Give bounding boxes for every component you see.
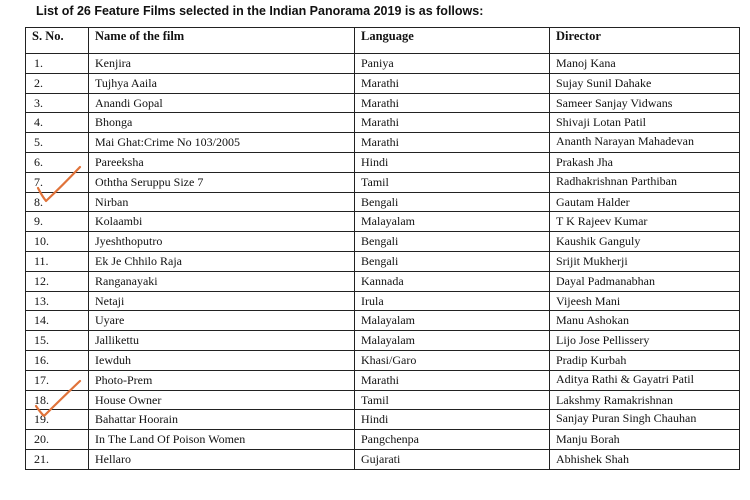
cell-sno: 13. (26, 291, 89, 311)
table-row (26, 449, 740, 469)
table-row (26, 311, 740, 331)
cell-director: Prakash Jha (550, 152, 740, 172)
cell-language: Bengali (355, 192, 550, 212)
cell-name: Nirban (89, 192, 355, 212)
column-header-language: Language (355, 28, 550, 54)
cell-language: Malayalam (355, 331, 550, 351)
cell-name: Kenjira (89, 54, 355, 74)
table-row (26, 212, 740, 232)
cell-name: Kolaambi (89, 212, 355, 232)
table-row (26, 152, 740, 172)
cell-sno: 12. (26, 271, 89, 291)
cell-sno: 10. (26, 232, 89, 252)
cell-language: Malayalam (355, 311, 550, 331)
cell-director: Manoj Kana (550, 54, 740, 74)
cell-name: Photo-Prem (89, 370, 355, 390)
cell-language: Marathi (355, 370, 550, 390)
cell-language: Marathi (355, 113, 550, 133)
cell-director: Sanjay Puran Singh Chauhan (550, 410, 740, 430)
cell-name: Jyeshthoputro (89, 232, 355, 252)
cell-sno: 18. (26, 390, 89, 410)
cell-sno: 7. (26, 172, 89, 192)
cell-language: Kannada (355, 271, 550, 291)
table-row (26, 172, 740, 192)
cell-director: Lakshmy Ramakrishnan (550, 390, 740, 410)
cell-sno: 5. (26, 133, 89, 153)
cell-director: Radhakrishnan Parthiban (550, 172, 740, 192)
cell-sno: 4. (26, 113, 89, 133)
table-row (26, 93, 740, 113)
table-row (26, 192, 740, 212)
table-row (26, 54, 740, 74)
cell-language: Khasi/Garo (355, 350, 550, 370)
cell-language: Bengali (355, 232, 550, 252)
cell-sno: 6. (26, 152, 89, 172)
table-row (26, 113, 740, 133)
page-heading: List of 26 Feature Films selected in the Indian Panorama 2019 is as follows: (36, 4, 484, 18)
cell-language: Marathi (355, 93, 550, 113)
cell-language: Paniya (355, 54, 550, 74)
cell-name: Uyare (89, 311, 355, 331)
cell-director: Manju Borah (550, 430, 740, 450)
table-row (26, 291, 740, 311)
cell-name: Bahattar Hoorain (89, 410, 355, 430)
cell-name: Bhonga (89, 113, 355, 133)
cell-director: Sameer Sanjay Vidwans (550, 93, 740, 113)
column-header-director: Director (550, 28, 740, 54)
cell-director: Pradip Kurbah (550, 350, 740, 370)
cell-name: Iewduh (89, 350, 355, 370)
feature-films-table (25, 27, 740, 470)
column-header-sno: S. No. (26, 28, 89, 54)
table-row (26, 350, 740, 370)
table-row (26, 271, 740, 291)
cell-language: Malayalam (355, 212, 550, 232)
cell-sno: 3. (26, 93, 89, 113)
cell-director: Shivaji Lotan Patil (550, 113, 740, 133)
table-row (26, 133, 740, 153)
table-row (26, 410, 740, 430)
cell-language: Hindi (355, 152, 550, 172)
cell-sno: 1. (26, 54, 89, 74)
cell-language: Gujarati (355, 449, 550, 469)
cell-sno: 11. (26, 251, 89, 271)
cell-director: Gautam Halder (550, 192, 740, 212)
cell-language: Pangchenpa (355, 430, 550, 450)
cell-director: Aditya Rathi & Gayatri Patil (550, 370, 740, 390)
table-row (26, 251, 740, 271)
cell-language: Tamil (355, 390, 550, 410)
cell-sno: 20. (26, 430, 89, 450)
cell-name: Ek Je Chhilo Raja (89, 251, 355, 271)
cell-name: In The Land Of Poison Women (89, 430, 355, 450)
cell-director: Abhishek Shah (550, 449, 740, 469)
cell-language: Marathi (355, 73, 550, 93)
cell-name: Tujhya Aaila (89, 73, 355, 93)
cell-name: Netaji (89, 291, 355, 311)
cell-director: Vijeesh Mani (550, 291, 740, 311)
table-row (26, 430, 740, 450)
cell-sno: 21. (26, 449, 89, 469)
cell-language: Irula (355, 291, 550, 311)
cell-name: Mai Ghat:Crime No 103/2005 (89, 133, 355, 153)
cell-language: Bengali (355, 251, 550, 271)
cell-language: Marathi (355, 133, 550, 153)
cell-sno: 16. (26, 350, 89, 370)
cell-sno: 8. (26, 192, 89, 212)
cell-director: T K Rajeev Kumar (550, 212, 740, 232)
table-row (26, 390, 740, 410)
cell-name: Pareeksha (89, 152, 355, 172)
cell-director: Kaushik Ganguly (550, 232, 740, 252)
table-row (26, 331, 740, 351)
cell-director: Lijo Jose Pellissery (550, 331, 740, 351)
cell-name: Ranganayaki (89, 271, 355, 291)
film-rows (26, 54, 740, 470)
cell-sno: 2. (26, 73, 89, 93)
cell-sno: 14. (26, 311, 89, 331)
cell-sno: 17. (26, 370, 89, 390)
table-row (26, 73, 740, 93)
cell-director: Sujay Sunil Dahake (550, 73, 740, 93)
cell-language: Hindi (355, 410, 550, 430)
cell-name: Oththa Seruppu Size 7 (89, 172, 355, 192)
cell-director: Srijit Mukherji (550, 251, 740, 271)
table-row (26, 370, 740, 390)
cell-director: Ananth Narayan Mahadevan (550, 133, 740, 153)
cell-director: Manu Ashokan (550, 311, 740, 331)
table-row (26, 232, 740, 252)
cell-language: Tamil (355, 172, 550, 192)
cell-name: Hellaro (89, 449, 355, 469)
cell-sno: 9. (26, 212, 89, 232)
column-header-name: Name of the film (89, 28, 355, 54)
cell-name: Jallikettu (89, 331, 355, 351)
table-header-row (26, 28, 740, 54)
cell-sno: 19. (26, 410, 89, 430)
cell-name: House Owner (89, 390, 355, 410)
cell-sno: 15. (26, 331, 89, 351)
cell-name: Anandi Gopal (89, 93, 355, 113)
cell-director: Dayal Padmanabhan (550, 271, 740, 291)
